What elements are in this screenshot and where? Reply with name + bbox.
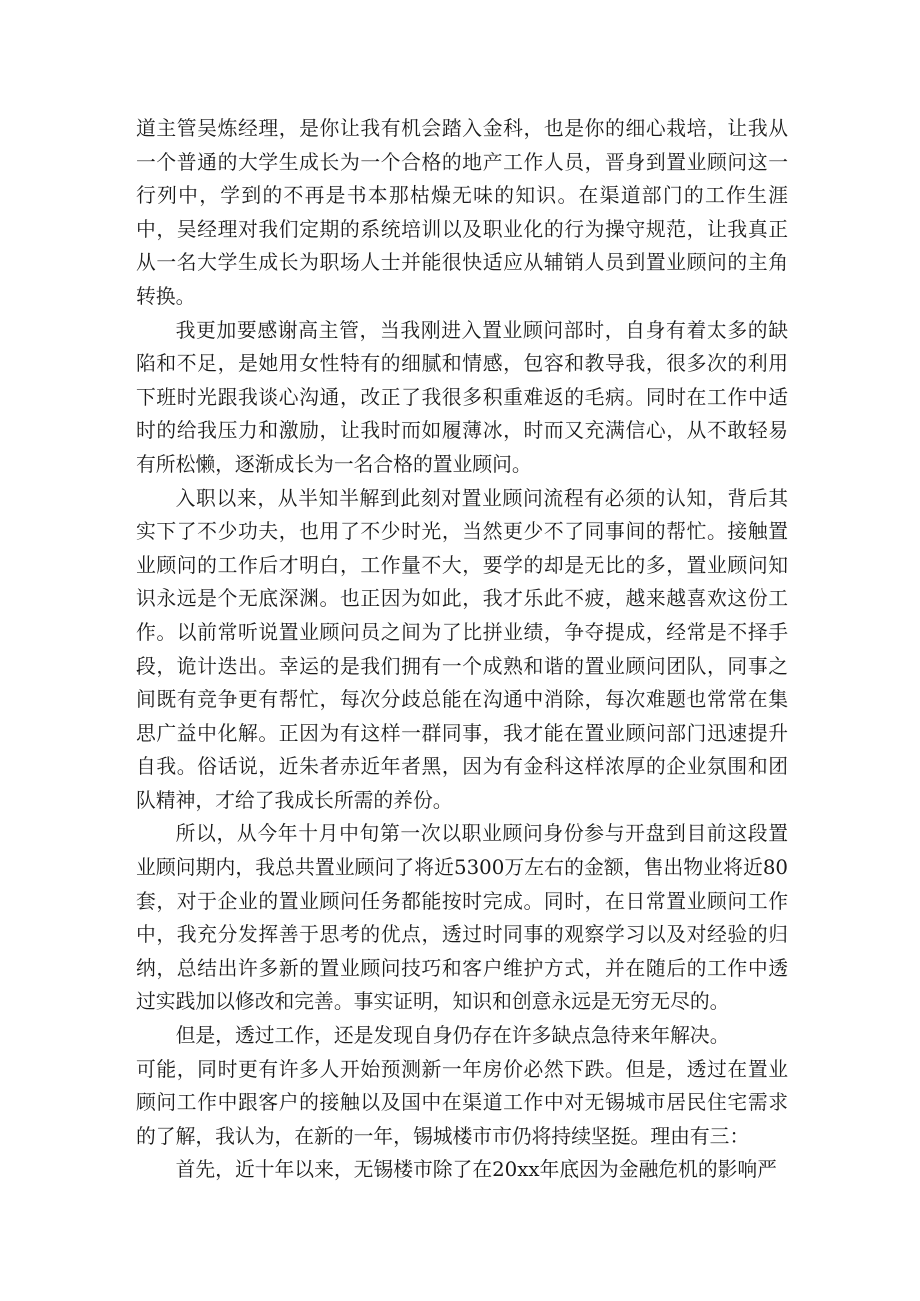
paragraph-sales-results: 所以，从今年十月中旬第一次以职业顾问身份参与开盘到目前这段置业顾问期内，我总共置业顾问了将近5300万左右的金额，售出物业将近80套，对于企业的置业顾问任务都能按时完成。同时，在日常置业顾问工作中，我充分发挥善于思考的优点，透过时同事的观察学习以及对经验的归纳，总结出许多新的置业顾问技巧和客户维护方式，并在随后的工作中透过实践加以修改和完善。事实证明，知识和创意永远是无穷无尽的。: [136, 822, 788, 1014]
paragraph-thanks-supervisor: 我更加要感谢高主管，当我刚进入置业顾问部时，自身有着太多的缺陷和不足，是她用女性特有的细腻和情感，包容和教导我，很多次的利用下班时光跟我谈心沟通，改正了我很多积重难返的毛病。同时在工作中适时的给我压力和激励，让我时而如履薄冰，时而又充满信心，从不敢轻易有所松懒，逐渐成长为一名合格的置业顾问。: [136, 318, 788, 476]
paragraph-continuation: 道主管吴炼经理，是你让我有机会踏入金科，也是你的细心栽培，让我从一个普通的大学生成长为一个合格的地产工作人员，晋身到置业顾问这一行列中，学到的不再是书本那枯燥无味的知识。在渠道部门的工作生涯中，吴经理对我们定期的系统培训以及职业化的行为操守规范，让我真正从一名大学生成长为职场人士并能很快适应从辅销人员到置业顾问的主角转换。: [136, 117, 788, 308]
paragraph-first-reason: 首先，近十年以来，无锡楼市除了在20xx年底因为金融危机的影响严: [175, 1158, 777, 1182]
document-body: [136, 112, 788, 1187]
paragraph-shortcomings: 但是，透过工作，还是发现自身仍存在许多缺点急待来年解决。: [175, 1024, 730, 1048]
paragraph-since-joining: 入职以来，从半知半解到此刻对置业顾问流程有必须的认知，背后其实下了不少功夫，也用了不少时光，当然更少不了同事间的帮忙。接触置业顾问的工作后才明白，工作量不大，要学的却是无比的多，置业顾问知识永远是个无底深渊。也正因为如此，我才乐此不疲，越来越喜欢这份工作。以前常听说置业顾问员之间为了比拼业绩，争夺提成，经常是不择手段，诡计迭出。幸运的是我们拥有一个成熟和谐的置业顾问团队，同事之间既有竞争更有帮忙，每次分歧总能在沟通中消除，每次难题也常常在集思广益中化解。正因为有这样一群同事，我才能在置业顾问部门迅速提升自我。俗话说，近朱者赤近年者黑，因为有金科这样浓厚的企业氛围和团队精神，才给了我成长所需的养份。: [136, 486, 788, 812]
paragraph-market-outlook: 可能，同时更有许多人开始预测新一年房价必然下跌。但是，透过在置业顾问工作中跟客户的接触以及国中在渠道工作中对无锡城市居民住宅需求的了解，我认为，在新的一年，锡城楼市市仍将持续坚挺。理由有三：: [136, 1057, 788, 1148]
